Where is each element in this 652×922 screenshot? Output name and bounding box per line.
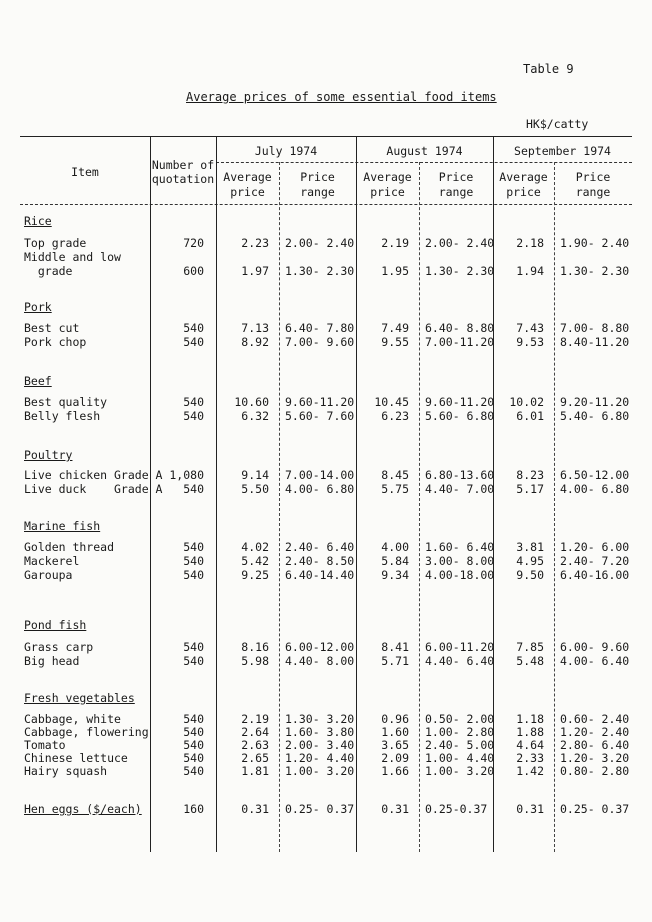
row-item-label: Cabbage, flowering <box>24 725 149 739</box>
price-range-header: Price <box>575 170 611 184</box>
average-price: 10.60 <box>234 395 269 409</box>
section-title: Beef <box>24 374 52 388</box>
average-price: 1.95 <box>381 264 409 278</box>
average-price: 2.19 <box>241 712 269 726</box>
average-price: 5.98 <box>241 654 269 668</box>
row-item-label: Big head <box>24 654 80 668</box>
column-divider <box>279 162 280 852</box>
price-range: 1.20- 6.00 <box>560 540 630 554</box>
price-range-header: range <box>575 185 611 199</box>
row-item-label: grade <box>24 264 73 278</box>
row-item-label: Middle and low <box>24 250 121 264</box>
average-price: 8.41 <box>381 640 409 654</box>
average-price: 5.48 <box>516 654 544 668</box>
price-range: 1.30- 3.20 <box>285 712 355 726</box>
average-price: 0.31 <box>381 802 409 816</box>
average-price: 1.81 <box>241 764 269 778</box>
quotation-header-line1: Number of <box>151 158 215 172</box>
month-header-3: September 1974 <box>514 144 611 158</box>
average-price: 2.33 <box>516 751 544 765</box>
month-header-1: July 1974 <box>254 144 318 158</box>
average-price: 2.64 <box>241 725 269 739</box>
average-price: 3.81 <box>516 540 544 554</box>
quotation-count: 540 <box>183 395 204 409</box>
price-range: 1.00- 3.20 <box>285 764 355 778</box>
row-item-label: Cabbage, white <box>24 712 121 726</box>
price-range: 6.40-16.00 <box>560 568 630 582</box>
average-price: 7.85 <box>516 640 544 654</box>
average-price: 1.18 <box>516 712 544 726</box>
header-bottom-rule <box>20 204 632 205</box>
price-range: 2.00- 2.40 <box>425 236 495 250</box>
row-item-label: Live chicken Grade A <box>24 468 163 482</box>
quotation-count: 540 <box>183 751 204 765</box>
price-range: 0.80- 2.80 <box>560 764 630 778</box>
row-item-label: Chinese lettuce <box>24 751 128 765</box>
average-price: 2.65 <box>241 751 269 765</box>
price-range: 6.40- 7.80 <box>285 321 355 335</box>
average-price: 4.00 <box>381 540 409 554</box>
price-range: 7.00-11.20 <box>425 335 495 349</box>
average-price: 1.60 <box>381 725 409 739</box>
quotation-count: 540 <box>183 335 204 349</box>
section-title: Hen eggs ($/each) <box>24 802 142 816</box>
average-price-header: price <box>370 185 405 199</box>
price-range: 7.00- 9.60 <box>285 335 355 349</box>
price-range: 2.00- 2.40 <box>285 236 355 250</box>
price-range: 4.40- 8.00 <box>285 654 355 668</box>
row-item-label: Garoupa <box>24 568 73 582</box>
quotation-count: 1,080 <box>169 468 204 482</box>
average-price: 6.32 <box>241 409 269 423</box>
price-range: 4.40- 7.00 <box>425 482 495 496</box>
price-range: 6.80-13.60 <box>425 468 495 482</box>
average-price: 10.45 <box>374 395 409 409</box>
price-range: 7.00-14.00 <box>285 468 355 482</box>
average-price: 8.92 <box>241 335 269 349</box>
average-price: 7.49 <box>381 321 409 335</box>
average-price-header: price <box>230 185 265 199</box>
average-price-header: Average <box>363 170 412 184</box>
price-range: 1.60- 6.40 <box>425 540 495 554</box>
average-price: 5.17 <box>516 482 544 496</box>
average-price: 0.96 <box>381 712 409 726</box>
price-range: 6.00-12.00 <box>285 640 355 654</box>
price-range: 2.40- 7.20 <box>560 554 630 568</box>
price-range: 4.00-18.00 <box>425 568 495 582</box>
average-price: 5.42 <box>241 554 269 568</box>
price-range: 9.60-11.20 <box>285 395 355 409</box>
price-range: 1.30- 2.30 <box>560 264 630 278</box>
row-item-label: Hairy squash <box>24 764 108 778</box>
quotation-count: 160 <box>183 802 204 816</box>
row-item-label: Golden thread <box>24 540 115 554</box>
price-range: 4.40- 6.40 <box>425 654 495 668</box>
average-price: 7.43 <box>516 321 544 335</box>
average-price: 2.18 <box>516 236 544 250</box>
price-range: 6.40-14.40 <box>285 568 355 582</box>
section-title: Pork <box>24 300 52 314</box>
average-price-header: Average <box>499 170 548 184</box>
price-range: 1.00- 4.40 <box>425 751 495 765</box>
quotation-count: 540 <box>183 764 204 778</box>
item-column-header: Item <box>71 165 99 179</box>
average-price: 6.01 <box>516 409 544 423</box>
price-range: 5.60- 6.80 <box>425 409 495 423</box>
average-price: 8.23 <box>516 468 544 482</box>
row-item-label: Top grade <box>24 236 87 250</box>
quotation-count: 540 <box>183 540 204 554</box>
price-range: 5.60- 7.60 <box>285 409 355 423</box>
quotation-count: 540 <box>183 712 204 726</box>
price-range: 9.20-11.20 <box>560 395 630 409</box>
section-title: Fresh vegetables <box>24 691 135 705</box>
document-title: Average prices of some essential food items <box>186 90 497 104</box>
row-item-label: Belly flesh <box>24 409 101 423</box>
price-range: 2.80- 6.40 <box>560 738 630 752</box>
average-price: 5.71 <box>381 654 409 668</box>
price-range-header: range <box>438 185 474 199</box>
average-price: 9.34 <box>381 568 409 582</box>
price-range: 1.00- 3.20 <box>425 764 495 778</box>
price-range: 3.00- 8.00 <box>425 554 495 568</box>
unit-label: HK$/catty <box>526 117 589 131</box>
row-item-label: Grass carp <box>24 640 94 654</box>
price-range: 2.00- 3.40 <box>285 738 355 752</box>
average-price: 10.02 <box>509 395 544 409</box>
price-range-header: Price <box>438 170 474 184</box>
average-price: 2.19 <box>381 236 409 250</box>
section-title: Marine fish <box>24 519 101 533</box>
average-price: 2.23 <box>241 236 269 250</box>
price-range: 5.40- 6.80 <box>560 409 630 423</box>
price-range: 1.00- 2.80 <box>425 725 495 739</box>
average-price: 5.50 <box>241 482 269 496</box>
quotation-count: 540 <box>183 654 204 668</box>
price-range: 0.25- 0.37 <box>285 802 355 816</box>
price-range: 0.25- 0.37 <box>560 802 630 816</box>
quotation-count: 720 <box>183 236 204 250</box>
average-price: 1.94 <box>516 264 544 278</box>
average-price: 0.31 <box>241 802 269 816</box>
price-range: 2.40- 8.50 <box>285 554 355 568</box>
quotation-header-line2: quotation <box>151 172 215 186</box>
average-price: 0.31 <box>516 802 544 816</box>
row-item-label: Best quality <box>24 395 108 409</box>
average-price: 9.53 <box>516 335 544 349</box>
average-price: 1.66 <box>381 764 409 778</box>
quotation-count: 600 <box>183 264 204 278</box>
price-range: 7.00- 8.80 <box>560 321 630 335</box>
price-range: 9.60-11.20 <box>425 395 495 409</box>
month-header-2: August 1974 <box>386 144 463 158</box>
average-price: 5.75 <box>381 482 409 496</box>
average-price: 9.55 <box>381 335 409 349</box>
average-price-header: price <box>506 185 541 199</box>
price-range: 1.20- 2.40 <box>560 725 630 739</box>
average-price: 8.45 <box>381 468 409 482</box>
quotation-count: 540 <box>183 554 204 568</box>
price-range: 1.90- 2.40 <box>560 236 630 250</box>
price-range: 2.40- 5.00 <box>425 738 495 752</box>
average-price: 4.95 <box>516 554 544 568</box>
section-title: Rice <box>24 214 52 228</box>
price-range: 0.50- 2.00 <box>425 712 495 726</box>
quotation-count: 540 <box>183 568 204 582</box>
table-label: Table 9 <box>523 62 574 76</box>
average-price: 4.02 <box>241 540 269 554</box>
average-price: 2.09 <box>381 751 409 765</box>
table-top-rule <box>20 136 632 137</box>
quotation-count: 540 <box>183 409 204 423</box>
price-range: 1.20- 4.40 <box>285 751 355 765</box>
price-range: 4.00- 6.80 <box>560 482 630 496</box>
section-title: Pond fish <box>24 618 87 632</box>
price-range: 1.60- 3.80 <box>285 725 355 739</box>
average-price: 8.16 <box>241 640 269 654</box>
quotation-count: 540 <box>183 738 204 752</box>
quotation-count: 540 <box>183 321 204 335</box>
average-price: 1.42 <box>516 764 544 778</box>
average-price-header: Average <box>223 170 272 184</box>
price-range: 6.00- 9.60 <box>560 640 630 654</box>
row-item-label: Tomato <box>24 738 66 752</box>
price-range-header: Price <box>300 170 335 184</box>
average-price: 9.25 <box>241 568 269 582</box>
price-range: 4.00- 6.40 <box>560 654 630 668</box>
average-price: 1.97 <box>241 264 269 278</box>
average-price: 6.23 <box>381 409 409 423</box>
price-range: 1.30- 2.30 <box>425 264 495 278</box>
price-range: 6.00-11.20 <box>425 640 495 654</box>
price-range-header: range <box>300 185 335 199</box>
average-price: 9.50 <box>516 568 544 582</box>
price-range: 1.20- 3.20 <box>560 751 630 765</box>
row-item-label: Mackerel <box>24 554 80 568</box>
quotation-count: 540 <box>183 640 204 654</box>
price-range: 0.60- 2.40 <box>560 712 630 726</box>
price-range: 1.30- 2.30 <box>285 264 355 278</box>
column-divider <box>419 162 420 852</box>
section-title: Poultry <box>24 448 73 462</box>
price-range: 6.50-12.00 <box>560 468 630 482</box>
quotation-count: 540 <box>183 482 204 496</box>
average-price: 3.65 <box>381 738 409 752</box>
quotation-count: 540 <box>183 725 204 739</box>
price-range: 2.40- 6.40 <box>285 540 355 554</box>
row-item-label: Best cut <box>24 321 80 335</box>
average-price: 2.63 <box>241 738 269 752</box>
average-price: 7.13 <box>241 321 269 335</box>
average-price: 9.14 <box>241 468 269 482</box>
average-price: 1.88 <box>516 725 544 739</box>
column-divider <box>554 162 555 852</box>
average-price: 4.64 <box>516 738 544 752</box>
price-range: 0.25-0.37 <box>425 802 488 816</box>
price-range: 6.40- 8.80 <box>425 321 495 335</box>
price-range: 4.00- 6.80 <box>285 482 355 496</box>
row-item-label: Pork chop <box>24 335 87 349</box>
average-price: 5.84 <box>381 554 409 568</box>
price-range: 8.40-11.20 <box>560 335 630 349</box>
row-item-label: Live duck Grade A <box>24 482 163 496</box>
